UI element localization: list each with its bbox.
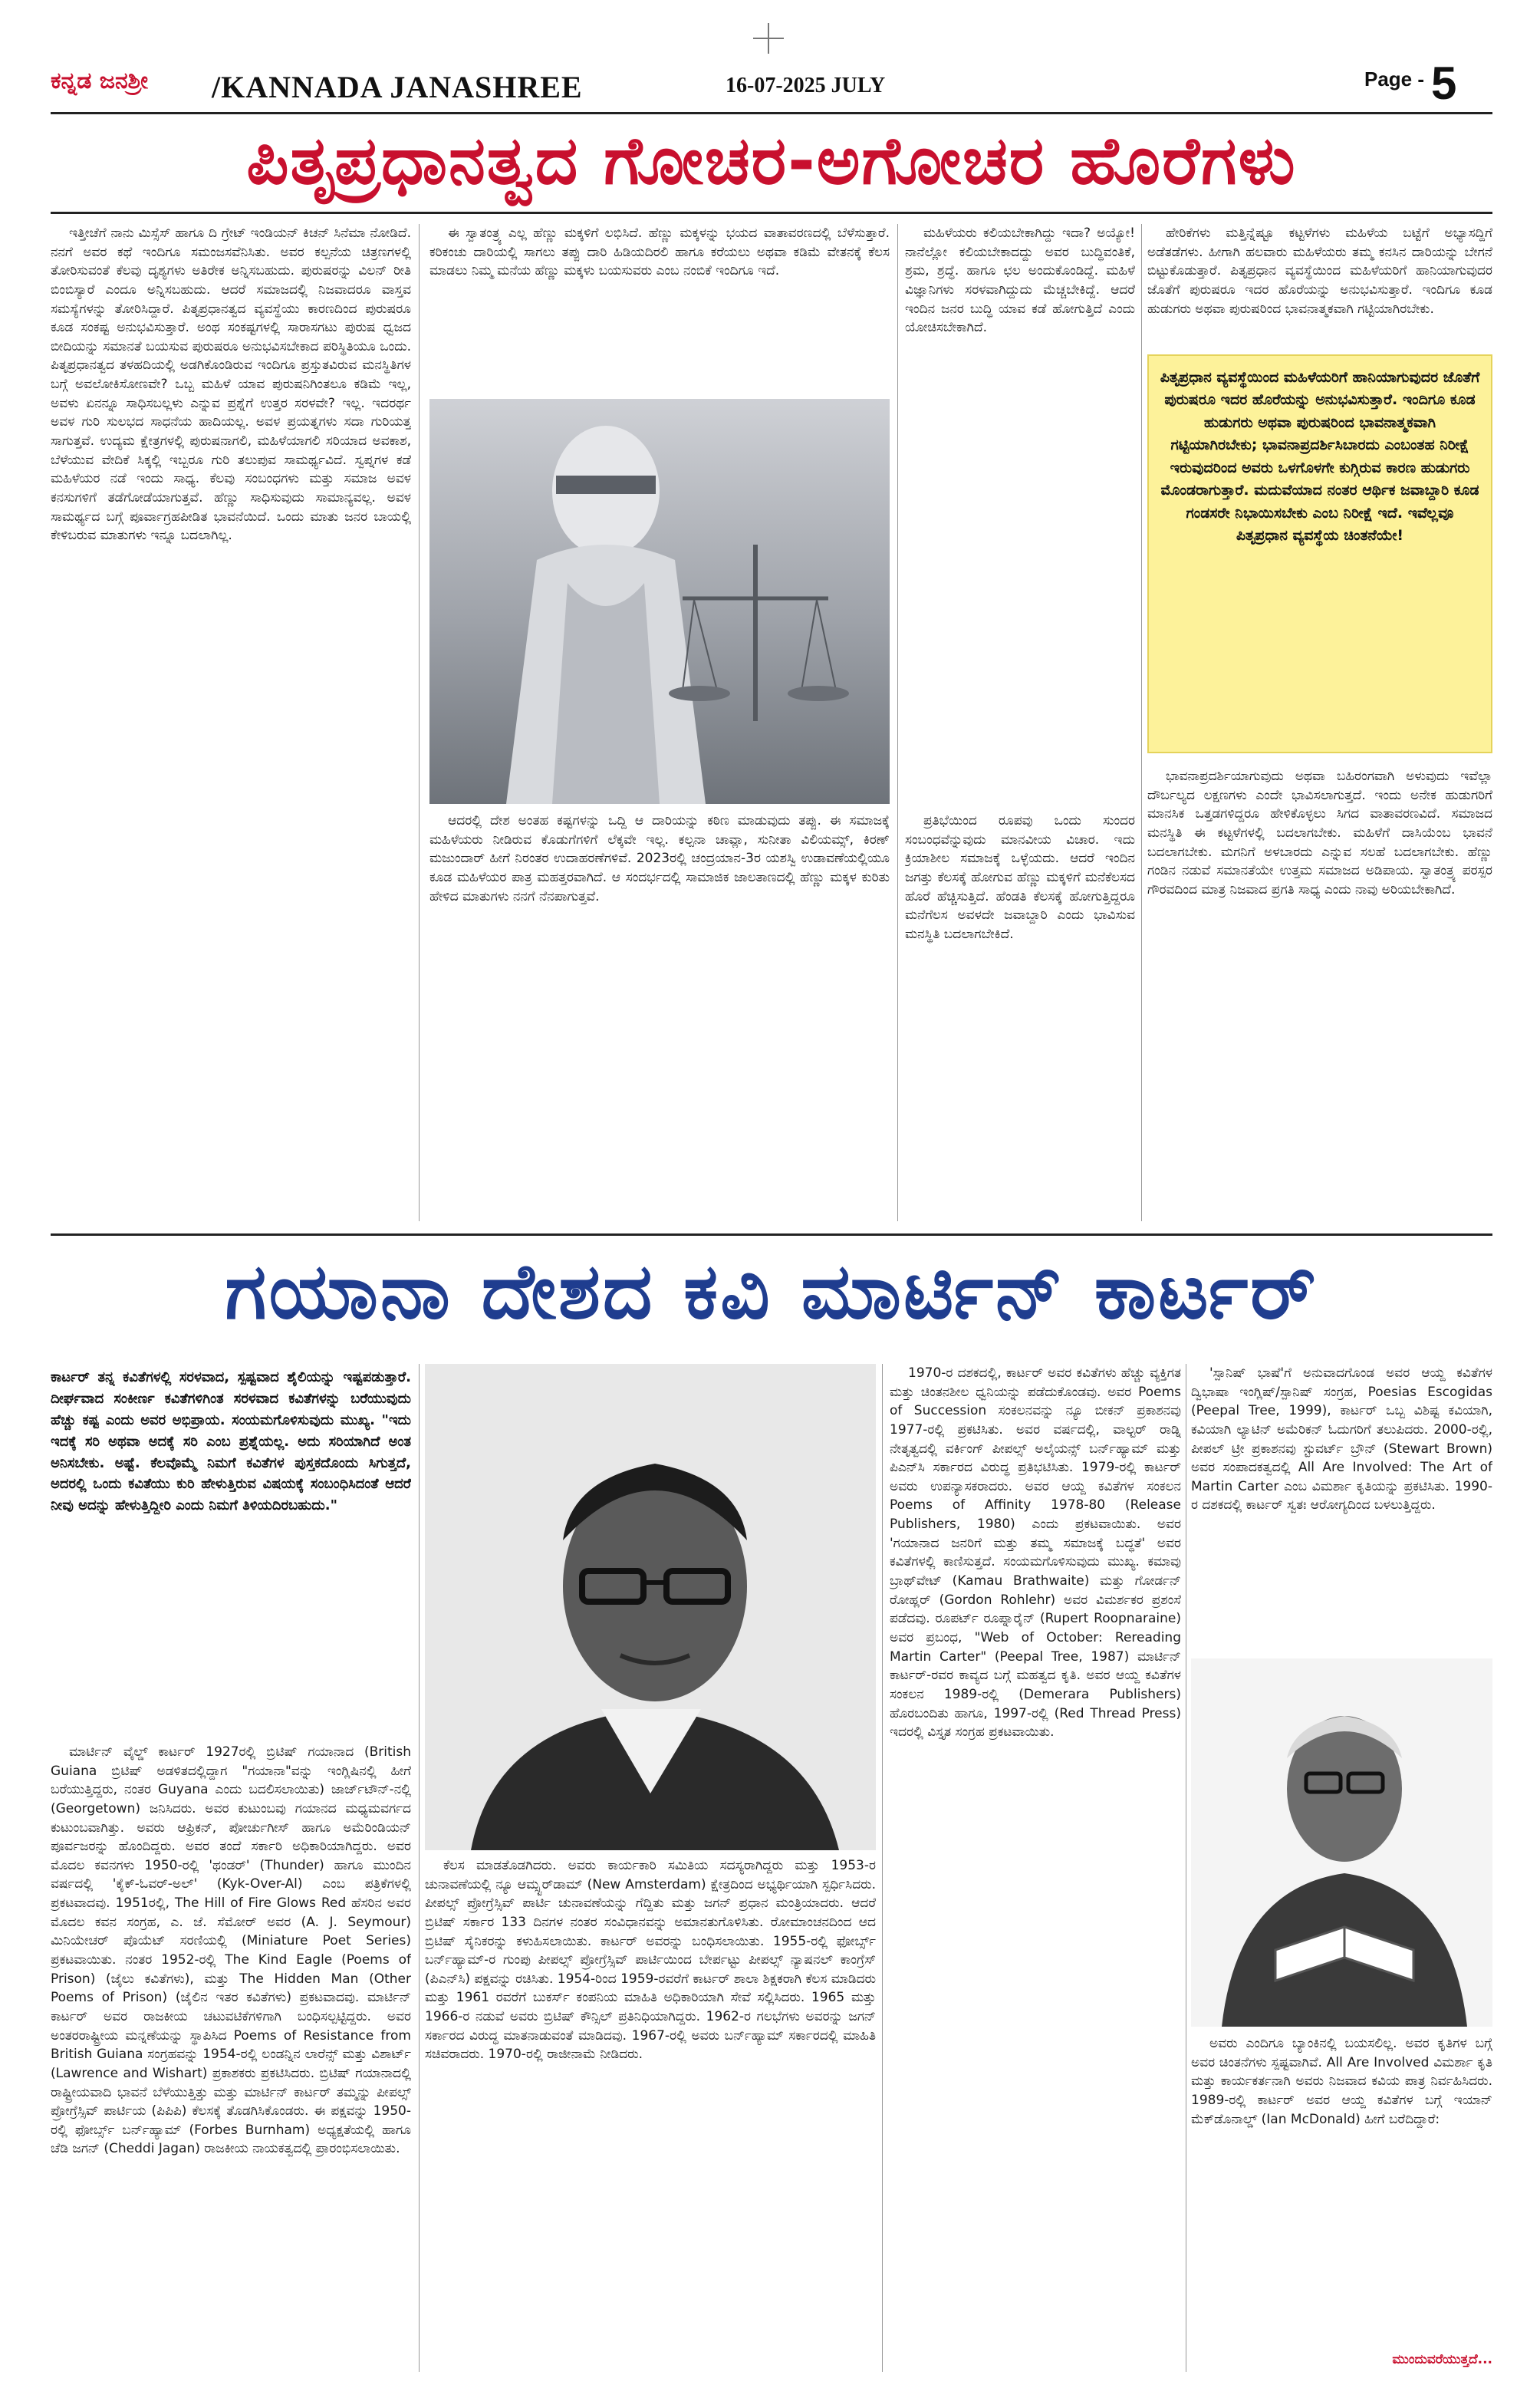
article2-col4b-text: ಅವರು ಎಂದಿಗೂ ಬ್ಯಾಂಕಿನಲ್ಲಿ ಬಯಸಲಿಲ್ಲ. ಅವರ ಕೃತಿಗಳ ಬಗ್ಗೆ ಅವರ ಚಿಂತನೆಗಳು ಸ್ಪಷ್ಟವಾಗಿವೆ. All Are Involved ವಿಮರ್ಶಾ ಕೃತಿ ಮತ್ತು ಕಾರ್ಯಕರ್ತನಾಗಿ ಅವರು ನಿಜವಾದ ಕವಿಯ ಪಾತ್ರ ನಿರ್ವಹಿಸಿದರು. 1989-ರಲ್ಲಿ ಕಾರ್ಟರ್ ಅವರ ಆಯ್ದ ಕವಿತೆಗಳ ಬಗ್ಗೆ ಇಯಾನ್ ಮೆಕ್‌ಡೊನಾಲ್ಡ್ (Ian McDonald) ಹೀಗೆ ಬರೆದಿದ್ದಾರೆ: xyxy=(1191,2036,1492,2127)
article1-column-4-bottom xyxy=(1147,767,1492,1221)
article2-column-2 xyxy=(425,1856,876,2372)
article1-col2b-text: ಆದರಲ್ಲಿ ದೇಶ ಅಂತಹ ಕಷ್ಟಗಳನ್ನು ಒದ್ದಿ ಆ ದಾರಿಯನ್ನು ಕಠಿಣ ಮಾಡುವುದು ತಪ್ಪು. ಈ ಸಮಾಜಕ್ಕೆ ಮಹಿಳೆಯರು ನೀಡಿರುವ ಕೊಡುಗೆಗಳಿಗೆ ಲೆಕ್ಕವೇ ಇಲ್ಲ. ಕಲ್ಪನಾ ಚಾವ್ಲಾ, ಸುನೀತಾ ವಿಲಿಯಮ್ಸ್‌, ಕಿರಣ್ ಮಜುಂದಾರ್ ಹೀಗೆ ನಿರಂತರ ಉದಾಹರಣೆಗಳಿವೆ. 2023ರಲ್ಲಿ ಚಂದ್ರಯಾನ-3ರ ಯಶಸ್ವಿ ಉಡಾವಣೆಯಲ್ಲಿಯೂ ಕೂಡ ಮಹಿಳೆಯರ ಪಾತ್ರ ಮಹತ್ತರವಾಗಿದೆ. ಆ ಸಂದರ್ಭದಲ್ಲಿ ಸಾಮಾಜಿಕ ಜಾಲತಾಣದಲ್ಲಿ ಹೆಣ್ಣು ಮಕ್ಕಳ ಕುರಿತು ಹೇಳಿದ ಮಾತುಗಳು ನನಗೆ ನೆನಪಾಗುತ್ತವೆ. xyxy=(429,813,890,904)
pull-quote-box: ಪಿತೃಪ್ರಧಾನ ವ್ಯವಸ್ಥೆಯಿಂದ ಮಹಿಳೆಯರಿಗೆ ಹಾನಿಯಾಗುವುದರ ಜೊತೆಗೆ ಪುರುಷರೂ ಇದರ ಹೊರೆಯನ್ನು ಅನುಭವಿಸುತ್ತಾರೆ. ಇಂದಿಗೂ ಕೂಡ ಹುಡುಗರು ಅಥವಾ ಪುರುಷರಿಂದ ಭಾವನಾತ್ಮಕವಾಗಿ ಗಟ್ಟಿಯಾಗಿರಬೇಕು; ಭಾವನಾಪ್ರದರ್ಶಿಸಿಬಾರದು ಎಂಬಂತಹ ನಿರೀಕ್ಷೆ ಇರುವುದರಿಂದ ಅವರು ಒಳಗೊಳಗೇ ಕುಗ್ಗಿರುವ ಕಾರಣ ಹುಡುಗರು ಮೊಂಡರಾಗುತ್ತಾರೆ. ಮದುವೆಯಾದ ನಂತರ ಆರ್ಥಿಕ ಜವಾಬ್ದಾರಿ ಕೂಡ ಗಂಡಸರೇ ನಿಭಾಯಿಸಬೇಕು ಎಂಬ ನಿರೀಕ್ಷೆ ಇದೆ. ಇವೆಲ್ಲವೂ ಪಿತೃಪ್ರಧಾನ ವ್ಯವಸ್ಥೆಯ ಚಿಂತನೆಯೇ! xyxy=(1147,354,1492,753)
article1-column-3-bottom xyxy=(905,812,1135,1221)
continued-footer xyxy=(1191,2350,1492,2373)
column-divider xyxy=(882,1364,883,2372)
column-divider xyxy=(897,224,898,1221)
section-rule xyxy=(51,1233,1492,1236)
header-rule xyxy=(51,112,1492,114)
article1-col3a-text: ಮಹಿಳೆಯರು ಕಲಿಯಬೇಕಾಗಿದ್ದು ಇದಾ? ಅಯ್ಯೋ! ನಾನೆಲ್ಲೋ ಕಲಿಯಬೇಕಾದದ್ದು ಅವರ ಬುದ್ಧಿವಂತಿಕೆ, ಶ್ರಮ, ಶ್ರದ್ಧೆ. ಹಾಗೂ ಛಲ ಅಂದುಕೊಂಡಿದ್ದೆ. ಮಹಿಳೆ ವಿಜ್ಞಾನಿಗಳು ಸರಳವಾಗಿದ್ದುದು ಮೆಚ್ಚಬೇಕಿದ್ದೆ. ಆದರೆ ಇಂದಿನ ಜನರ ಬುದ್ಧಿ ಯಾವ ಕಡೆ ಹೋಗುತ್ತಿದೆ ಎಂದು ಯೋಚಿಸಬೇಕಾಗಿದೆ. xyxy=(905,226,1135,336)
article2-column-1 xyxy=(51,1743,411,2372)
article1-col4a-text: ಹೇರಿಕೆಗಳು ಮತ್ತಿನ್ನೆಷ್ಟೂ ಕಟ್ಟಳೆಗಳು ಮಹಿಳೆಯ ಬಟ್ಟೆಗೆ ಅಭ್ಯಾಸದ್ದಿಗೆ ಅಡೆತಡೆಗಳು. ಹೀಗಾಗಿ ಹಲವಾರು ಮಹಿಳೆಯರು ತಮ್ಮ ಕನಸಿನ ದಾರಿಯನ್ನು ಬೇಗನೆ ಬಿಟ್ಟುಕೊಡುತ್ತಾರೆ. ಪಿತೃಪ್ರಧಾನ ವ್ಯವಸ್ಥೆಯಿಂದ ಮಹಿಳೆಯರಿಗೆ ಹಾನಿಯಾಗುವುದರ ಜೊತೆಗೆ ಪುರುಷರೂ ಇದರ ಹೊರೆಯನ್ನು ಅನುಭವಿಸುತ್ತಾರೆ. ಇಂದಿಗೂ ಕೂಡ ಹುಡುಗರು ಅಥವಾ ಪುರುಷರಿಂದ ಭಾವನಾತ್ಮಕವಾಗಿ ಗಟ್ಟಿಯಾಗಿರಬೇಕು. xyxy=(1147,226,1492,317)
article1-column-2-bottom xyxy=(429,812,890,1221)
article1-col2a-text: ಈ ಸ್ವಾತಂತ್ರ್ಯ ಎಲ್ಲ ಹೆಣ್ಣು ಮಕ್ಕಳಿಗೆ ಲಭಿಸಿದೆ. ಹೆಣ್ಣು ಮಕ್ಕಳನ್ನು ಭಯದ ವಾತಾವರಣದಲ್ಲಿ ಬೆಳೆಸುತ್ತಾರೆ. ಕರಿಕಂಚು ದಾರಿಯಲ್ಲಿ ಸಾಗಲು ತಪ್ಪು ದಾರಿ ಹಿಡಿಯದಿರಲಿ ಹಾಗೂ ಕರೆಯಲು ಅಥವಾ ಕಡಿಮೆ ವೇತನಕ್ಕೆ ಕೆಲಸ ಮಾಡಲು ನಿಮ್ಮ ಮನೆಯ ಹೆಣ್ಣು ಮಕ್ಕಳು ಬಯಸುವರು ಎಂಬ ನಂಬಿಕೆ ಇಂದಿಗೂ ಇದೆ. xyxy=(429,226,890,279)
article2-column-4-top xyxy=(1191,1364,1492,1652)
martin-carter-portrait-reading xyxy=(1191,1658,1492,2027)
article2-column-4-bottom xyxy=(1191,2034,1492,2349)
column-divider xyxy=(419,224,420,1221)
article1-column-3-top xyxy=(905,224,1135,399)
martin-carter-portrait-young xyxy=(425,1364,876,1850)
publication-name: /KANNADA JANASHREE xyxy=(212,70,583,104)
column-divider xyxy=(419,1364,420,2372)
newspaper-logo: ಕನ್ನಡ ಜನಶ್ರೀ xyxy=(51,68,149,94)
article2-col3-text: 1970-ರ ದಶಕದಲ್ಲಿ, ಕಾರ್ಟರ್ ಅವರ ಕವಿತೆಗಳು ಹೆಚ್ಚು ವ್ಯಕ್ತಿಗತ ಮತ್ತು ಚಿಂತನಶೀಲ ಧ್ವನಿಯನ್ನು ಪಡೆದುಕೊಂಡವು. ಅವರ Poems of Succession ಸಂಕಲನವನ್ನು ನ್ಯೂ ಬೀಕನ್ ಪ್ರಕಾಶನವು 1977-ರಲ್ಲಿ ಪ್ರಕಟಿಸಿತು. ಅವರ ವರ್ಷದಲ್ಲಿ, ವಾಲ್ಟರ್ ರಾಡ್ನಿ ನೇತೃತ್ವದಲ್ಲಿ ವರ್ಕಿಂಗ್ ಪೀಪಲ್ಸ್ ಅಲೈಯನ್ಸ್ ಬರ್ನ್‌ಹ್ಯಾಮ್ ಮತ್ತು ಪಿಎನ್‌ಸಿ ಸರ್ಕಾರದ ವಿರುದ್ಧ ಪ್ರತಿಭಟಿಸಿತು. 1979-ರಲ್ಲಿ ಕಾರ್ಟರ್ ಅವರು ಉಪನ್ಯಾಸಕರಾದರು. ಅವರ ಆಯ್ದ ಕವಿತೆಗಳ ಸಂಕಲನ Poems of Affinity 1978-80 (Release Publishers, 1980) ಎಂದು ಪ್ರಕಟವಾಯಿತು. ಅವರ 'ಗಯಾನಾದ ಜನರಿಗೆ ಮತ್ತು ತಮ್ಮ ಸಮಾಜಕ್ಕೆ ಬದ್ಧತೆ' ಅವರ ಕವಿತೆಗಳಲ್ಲಿ ಕಾಣಿಸುತ್ತದೆ. ಸಂಯಮಗೊಳಿಸುವುದು ಮುಖ್ಯ. ಕಮಾವು ಬ್ರಾಥ್‌ವೇಟ್ (Kamau Brathwaite) ಮತ್ತು ಗೋರ್ಡನ್ ರೋಹ್ಲರ್ (Gordon Rohlehr) ಅವರ ವಿಮರ್ಶಕರ ಪ್ರಶಂಸೆ ಪಡೆದವು. ರೂಪರ್ಟ್ ರೂಪ್ನಾರೈನ್ (Rupert Roopnaraine) ಅವರ ಪ್ರಬಂಧ, "Web of October: Rereading Martin Carter" (Peepal Tree, 1987) ಮಾರ್ಟಿನ್ ಕಾರ್ಟರ್-ರವರ ಕಾವ್ಯದ ಬಗ್ಗೆ ಮಹತ್ವದ ಕೃತಿ. ಅವರ ಆಯ್ದ ಕವಿತೆಗಳ ಸಂಕಲನ 1989-ರಲ್ಲಿ (Demerara Publishers) ಹೊರಬಂದಿತು ಹಾಗೂ, 1997-ರಲ್ಲಿ (Red Thread Press) ಇದರಲ್ಲಿ ವಿಸ್ತೃತ ಸಂಗ್ರಹ ಪ್ರಕಟವಾಯಿತು. xyxy=(890,1365,1181,1741)
article2-col2-text: ಕೆಲಸ ಮಾಡತೊಡಗಿದರು. ಅವರು ಕಾರ್ಯಕಾರಿ ಸಮಿತಿಯ ಸದಸ್ಯರಾಗಿದ್ದರು ಮತ್ತು 1953-ರ ಚುನಾವಣೆಯಲ್ಲಿ ನ್ಯೂ ಆಮ್ಸ್ಟರ್‌ಡಾಮ್ (New Amsterdam) ಕ್ಷೇತ್ರದಿಂದ ಅಭ್ಯರ್ಥಿಯಾಗಿ ಸ್ಪರ್ಧಿಸಿದರು. ಪೀಪಲ್ಸ್ ಪ್ರೋಗ್ರೆಸ್ಸಿವ್ ಪಾರ್ಟಿ ಚುನಾವಣೆಯನ್ನು ಗೆದ್ದಿತು ಮತ್ತು ಜಗನ್ ಪ್ರಧಾನ ಮಂತ್ರಿಯಾದರು. ಆದರೆ ಬ್ರಿಟಿಷ್ ಸರ್ಕಾರ 133 ದಿನಗಳ ನಂತರ ಸಂವಿಧಾನವನ್ನು ಅಮಾನತುಗೊಳಿಸಿತು. ರೋಮಾಂಚನದಿಂದ ಆದ ಬ್ರಿಟಿಷ್ ಸೈನಿಕರನ್ನು ಕಳುಹಿಸಲಾಯಿತು. ಕಾರ್ಟರ್ ಅವರನ್ನು ಬಂಧಿಸಲಾಯಿತು. 1955-ರಲ್ಲಿ ಫೋರ್ಬ್ಸ್ ಬರ್ನ್‌ಹ್ಯಾಮ್-ರ ಗುಂಪು ಪೀಪಲ್ಸ್ ಪ್ರೋಗ್ರೆಸ್ಸಿವ್ ಪಾರ್ಟಿಯಿಂದ ಬೇರ್ಪಟ್ಟು ಪೀಪಲ್ಸ್ ನ್ಯಾಷನಲ್ ಕಾಂಗ್ರೆಸ್ (ಪಿಎನ್‌ಸಿ) ಪಕ್ಷವನ್ನು ರಚಿಸಿತು. 1954-ರಿಂದ 1959-ರವರೆಗೆ ಕಾರ್ಟರ್ ಶಾಲಾ ಶಿಕ್ಷಕರಾಗಿ ಕೆಲಸ ಮಾಡಿದರು ಮತ್ತು 1961 ರವರೆಗೆ ಬುಕರ್ಸ್ ಕಂಪನಿಯ ಮಾಹಿತಿ ಅಧಿಕಾರಿಯಾಗಿ ಸೇವೆ ಸಲ್ಲಿಸಿದರು. 1965 ಮತ್ತು 1966-ರ ನಡುವೆ ಅವರು ಬ್ರಿಟಿಷ್ ಕೌನ್ಸಿಲ್ ಪ್ರತಿನಿಧಿಯಾಗಿದ್ದರು. 1962-ರ ಗಲಭೆಗಳು ಅವರನ್ನು ಜಗನ್ ಸರ್ಕಾರದ ವಿರುದ್ಧ ಮಾತನಾಡುವಂತೆ ಮಾಡಿದವು. 1967-ರಲ್ಲಿ ಅವರು ಬರ್ನ್‌ಹ್ಯಾಮ್ ಸರ್ಕಾರದಲ್ಲಿ ಮಾಹಿತಿ ಸಚಿವರಾದರು. 1970-ರಲ್ಲಿ ರಾಜೀನಾಮೆ ನೀಡಿದರು. xyxy=(425,1858,876,2063)
article1-headline: ಪಿತೃಪ್ರಧಾನತ್ವದ ಗೋಚರ-ಅಗೋಚರ ಹೊರೆಗಳು xyxy=(246,123,1297,199)
article2-column-3 xyxy=(890,1364,1181,2372)
page-number: 5 xyxy=(1431,58,1457,109)
column-divider xyxy=(1141,224,1142,1221)
article2-intro: ಕಾರ್ಟರ್ ತನ್ನ ಕವಿತೆಗಳಲ್ಲಿ ಸರಳವಾದ, ಸ್ಪಷ್ಟವಾದ ಶೈಲಿಯನ್ನು ಇಷ್ಟಪಡುತ್ತಾರೆ. ದೀರ್ಘವಾದ ಸಂಕೀರ್ಣ ಕವಿತೆಗಳಿಗಿಂತ ಸರಳವಾದ ಕವಿತೆಗಳನ್ನು ಬರೆಯುವುದು ಹೆಚ್ಚು ಕಷ್ಟ ಎಂದು ಅವರ ಅಭಿಪ್ರಾಯ. ಸಂಯಮಗೊಳಿಸುವುದು ಮುಖ್ಯ. "ಇದು ಇದಕ್ಕೆ ಸರಿ ಅಥವಾ ಅದಕ್ಕೆ ಸರಿ ಎಂಬ ಪ್ರಶ್ನೆಯಲ್ಲ. ಅದು ಸರಿಯಾಗಿದೆ ಅಂತ ಅನಿಸಬೇಕು. ಅಷ್ಟೆ. ಕೆಲವೊಮ್ಮೆ ನಿಮಗೆ ಕವಿತೆಗಳ ಪುಸ್ತಕದೊಂದು ಸಿಗುತ್ತದೆ, ಅದರಲ್ಲಿ ಒಂದು ಕವಿತೆಯು ಕುರಿ ಹೇಳುತ್ತಿರುವ ವಿಷಯಕ್ಕೆ ಸಂಬಂಧಿಸಿದಂತೆ ಆದರೆ ನೀವು ಅದನ್ನು ಹೇಳುತ್ತಿದ್ದೀರಿ ಎಂದು ನಿಮಗೆ ತಿಳಿಯದಿರಬಹುದು." xyxy=(51,1369,411,1514)
article1-column-4-top xyxy=(1147,224,1492,347)
article2-col1-text: ಮಾರ್ಟಿನ್ ವೈಲ್ಡ್ ಕಾರ್ಟರ್ 1927ರಲ್ಲಿ ಬ್ರಿಟಿಷ್ ಗಯಾನಾದ (British Guiana ಬ್ರಿಟಿಷ್ ಅಡಳಿತದಲ್ಲಿದ್ದಾಗ "ಗಯಾನಾ"ವನ್ನು ಇಂಗ್ಲಿಷಿನಲ್ಲಿ ಹೀಗೆ ಬರೆಯುತ್ತಿದ್ದರು, ನಂತರ Guyana ಎಂದು ಬದಲಿಸಲಾಯಿತು) ಜಾರ್ಜ್‌ಟೌನ್-ನಲ್ಲಿ (Georgetown) ಜನಿಸಿದರು. ಅವರ ಕುಟುಂಬವು ಗಯಾನದ ಮಧ್ಯಮವರ್ಗದ ಕುಟುಂಬವಾಗಿತ್ತು. ಅವರು ಆಫ್ರಿಕನ್, ಪೋರ್ಚುಗೀಸ್ ಹಾಗೂ ಅಮೆರಿಂಡಿಯನ್ ಪೂರ್ವಜರನ್ನು ಹೊಂದಿದ್ದರು. ಅವರ ತಂದೆ ಸರ್ಕಾರಿ ಅಧಿಕಾರಿಯಾಗಿದ್ದರು. ಅವರ ಮೊದಲ ಕವನಗಳು 1950-ರಲ್ಲಿ 'ಥಂಡರ್' (Thunder) ಹಾಗೂ ಮುಂದಿನ ವರ್ಷದಲ್ಲಿ 'ಕೈಕ್-ಓವರ್-ಅಲ್' (Kyk-Over-Al) ಎಂಬ ಪತ್ರಿಕೆಗಳಲ್ಲಿ ಪ್ರಕಟವಾದವು. 1951ರಲ್ಲಿ, The Hill of Fire Glows Red ಹೆಸರಿನ ಅವರ ಮೊದಲ ಕವನ ಸಂಗ್ರಹ, ಎ. ಜೆ. ಸೆಮೋರ್ ಅವರ (A. J. Seymour) ಮಿನಿಯೇಚರ್ ಪೊಯೆಟ್ ಸರಣಿಯಲ್ಲಿ (Miniature Poet Series) ಪ್ರಕಟವಾಯಿತು. ನಂತರ 1952-ರಲ್ಲಿ The Kind Eagle (Poems of Prison) (ಜೈಲು ಕವಿತೆಗಳು), ಮತ್ತು The Hidden Man (Other Poems of Prison) (ಜೈಲಿನ ಇತರ ಕವಿತೆಗಳು) ಪ್ರಕಟವಾದವು. ಮಾರ್ಟಿನ್ ಕಾರ್ಟರ್ ಅವರ ರಾಜಕೀಯ ಚಟುವಟಿಕೆಗಳಿಗಾಗಿ ಬಂಧಿಸಲ್ಪಟ್ಟಿದ್ದರು. ಅವರ ಅಂತರರಾಷ್ಟ್ರೀಯ ಮನ್ನಣೆಯನ್ನು ಸ್ಥಾಪಿಸಿದ Poems of Resistance from British Guiana ಸಂಗ್ರಹವನ್ನು 1954-ರಲ್ಲಿ ಲಂಡನ್ನಿನ ಲಾರೆನ್ಸ್ ಮತ್ತು ವಿಶಾರ್ಟ್ (Lawrence and Wishart) ಪ್ರಕಾಶಕರು ಪ್ರಕಟಿಸಿದರು. ಬ್ರಿಟಿಷ್ ಗಯಾನಾದಲ್ಲಿ ರಾಷ್ಟ್ರೀಯವಾದಿ ಭಾವನೆ ಬೆಳೆಯುತ್ತಿತ್ತು ಮತ್ತು ಮಾರ್ಟಿನ್ ಕಾರ್ಟರ್ ತಮ್ಮನ್ನು ಪೀಪಲ್ಸ್ ಪ್ರೋಗ್ರೆಸ್ಸಿವ್ ಪಾರ್ಟಿಯ (ಪಿಪಿಪಿ) ಕೆಲಸಕ್ಕೆ ತೊಡಗಿಸಿಕೊಂಡರು. ಈ ಪಕ್ಷವನ್ನು 1950-ರಲ್ಲಿ ಫೋರ್ಬ್ಸ್ ಬರ್ನ್‌ಹ್ಯಾಮ್ (Forbes Burnham) ಅಧ್ಯಕ್ಷತೆಯಲ್ಲಿ ಹಾಗೂ ಚೆಡಿ ಜಗನ್ (Cheddi Jagan) ರಾಜಕೀಯ ನಾಯಕತ್ವದಲ್ಲಿ ಪ್ರಾರಂಭಿಸಲಾಯಿತು. xyxy=(51,1744,411,2157)
lady-justice-image xyxy=(429,399,890,804)
article1-col4b-text: ಭಾವನಾಪ್ರದರ್ಶಿಯಾಗುವುದು ಅಥವಾ ಬಹಿರಂಗವಾಗಿ ಅಳುವುದು ಇವೆಲ್ಲಾ ದೌರ್ಬಲ್ಯದ ಲಕ್ಷಣಗಳು ಎಂದೇ ಭಾವಿಸಲಾಗುತ್ತದೆ. ಇಂದು ಅನೇಕ ಹುಡುಗರಿಗೆ ಮಾನಸಿಕ ಒತ್ತಡಗಳಿದ್ದರೂ ಹೇಳಿಕೊಳ್ಳಲು ಸಿಗದ ವಾತಾವರಣವಿದೆ. ಸಮಾಜದ ಮನಸ್ಥಿತಿ ಈ ಕಟ್ಟಳೆಗಳಲ್ಲಿ ಬದಲಾಗಬೇಕು. ಮಹಿಳೆಗೆ ದಾಸಿಯೆಂಬ ಭಾವನೆ ಬದಲಾಗಬೇಕು. ಮಗನಿಗೆ ಅಳಬಾರದು ಎನ್ನುವ ಸಲಹೆ ಬದಲಾಗಬೇಕು. ಹೆಣ್ಣು ಗಂಡಿನ ನಡುವೆ ಸಮಾನತೆಯೇ ಉತ್ತಮ ಸಮಾಜದ ಅಡಿಪಾಯ. ಸ್ವಾತಂತ್ರ್ಯ ಪರಸ್ಪರ ಗೌರವದಿಂದ ಮಾತ್ರ ನಿಜವಾದ ಪ್ರಗತಿ ಸಾಧ್ಯ ಎಂದು ನಾವು ಅರಿಯಬೇಕಾಗಿದೆ. xyxy=(1147,769,1492,897)
article1-column-1 xyxy=(51,224,411,1221)
article1-col3b-text: ಪ್ರತಿಭೆಯಿಂದ ರೂಪವು ಒಂದು ಸುಂದರ ಸಂಬಂಧವೆನ್ನುವುದು ಮಾನವೀಯ ವಿಚಾರ. ಇದು ಕ್ರಿಯಾಶೀಲ ಸಮಾಜಕ್ಕೆ ಒಳ್ಳೆಯದು. ಆದರೆ ಇಂದಿನ ಜಗತ್ತು ಕೆಲಸಕ್ಕೆ ಹೋಗುವ ಹೆಣ್ಣು ಮಕ್ಕಳಿಗೆ ಮನೆಕೆಲಸದ ಹೊರೆ ಹೆಚ್ಚಿಸುತ್ತಿದೆ. ಹೆಂಡತಿ ಕೆಲಸಕ್ಕೆ ಹೋಗುತ್ತಿದ್ದರೂ ಮನೆಗೆಲಸ ಅವಳದೇ ಜವಾಬ್ದಾರಿ ಎಂದು ಭಾವಿಸುವ ಮನಸ್ಥಿತಿ ಬದಲಾಗಬೇಕಿದೆ. xyxy=(905,813,1135,942)
page-label: Page - xyxy=(1364,68,1425,91)
article2-col4a-text: 'ಸ್ಪಾನಿಷ್ ಭಾಷೆ'ಗೆ ಅನುವಾದಗೊಂಡ ಅವರ ಆಯ್ದ ಕವಿತೆಗಳ ದ್ವಿಭಾಷಾ ಇಂಗ್ಲಿಷ್/ಸ್ಪಾನಿಷ್ ಸಂಗ್ರಹ, Poesias Escogidas (Peepal Tree, 1999), ಕಾರ್ಟರ್ ಒಬ್ಬ ವಿಶಿಷ್ಟ ಕವಿಯಾಗಿ, ಕವಿಯಾಗಿ ಲ್ಯಾಟಿನ್ ಅಮೆರಿಕನ್ ಓದುಗರಿಗೆ ತಲುಪಿದರು. 2000-ರಲ್ಲಿ, ಪೀಪಲ್ ಟ್ರೀ ಪ್ರಕಾಶನವು ಸ್ಟುವರ್ಟ್ ಬ್ರೌನ್ (Stewart Brown) ಅವರ ಸಂಪಾದಕತ್ವದಲ್ಲಿ All Are Involved: The Art of Martin Carter ಎಂಬ ವಿಮರ್ಶಾ ಕೃತಿಯನ್ನು ಪ್ರಕಟಿಸಿತು. 1990-ರ ದಶಕದಲ್ಲಿ ಕಾರ್ಟರ್ ಸ್ವತಃ ಆರೋಗ್ಯದಿಂದ ಬಳಲುತ್ತಿದ್ದರು. xyxy=(1191,1365,1492,1513)
masthead xyxy=(51,58,1492,109)
article1-col1-text: ಇತ್ತೀಚೆಗೆ ನಾನು ಮಿಸ್ಸೆಸ್ ಹಾಗೂ ದಿ ಗ್ರೇಟ್ ಇಂಡಿಯನ್ ಕಿಚನ್ ಸಿನೆಮಾ ನೋಡಿದೆ. ನನಗೆ ಅವರ ಕಥೆ ಇಂದಿಗೂ ಸಮಂಜಸವೆನಿಸಿತು. ಅವರ ಕಲ್ಪನೆಯ ಚಿತ್ರಣಗಳಲ್ಲಿ ತೋರಿಸುವಂತೆ ಕೆಲವು ದೃಶ್ಯಗಳು ಅತಿರೇಕ ಅನ್ನಿಸಬಹುದು. ಪುರುಷರನ್ನು ವಿಲನ್ ರೀತಿ ಬಿಂಬಿಸ್ಯಾರೆ ಎಂದೂ ಅನ್ನಿಸಬಹುದು. ಆದರೆ ಸಮಾಜದಲ್ಲಿ ನಿಜವಾದರೂ ವಾಸ್ತವ ಸಮಸ್ಯೆಗಳನ್ನು ತೋರಿಸಿದ್ದಾರೆ. ಪಿತೃಪ್ರಧಾನತ್ವದ ವ್ಯವಸ್ಥೆಯು ಕಾರಣದಿಂದ ಪುರುಷರೂ ಕೂಡ ಸಂಕಷ್ಟ ಅನುಭವಿಸುತ್ತಾರೆ. ಅಂಥ ಸಂಕಷ್ಟಗಳಲ್ಲಿ ಸಾರಾಸಗಟು ಪುರುಷ ಧ್ವಜದ ಬೀದಿಯನ್ನು ಸಮಾನತೆ ಬಯಸುವ ಪುರುಷರೂ ಅನುಭವಿಸಬೇಕಾದ ಪರಿಸ್ಥಿತಿಯೂ ಒಂದು. ಪಿತೃಪ್ರಧಾನತ್ವದ ತಳಹದಿಯಲ್ಲಿ ಅಡಗಿಕೊಂಡಿರುವ ಇಂದಿಗೂ ಪ್ರಸ್ತುತವಿರುವ ಮನಸ್ಥಿತಿಗಳ ಬಗ್ಗೆ ಅವಲೋಕಿಸೋಣವೇ? ಒಬ್ಬ ಮಹಿಳೆ ಯಾವ ಪುರುಷನಿಗಿಂತಲೂ ಕಡಿಮೆ ಇಲ್ಲ, ಅವಳು ಏನನ್ನೂ ಸಾಧಿಸಬಲ್ಲಳು ಎನ್ನುವ ಪ್ರಶ್ನೆಗೆ ಉತ್ತರ ಸರಳವೇ? ಇಲ್ಲ. ಇದರರ್ಥ ಅವಳ ಗುರಿ ಸುಲಭದ ಸಾಧನೆಯ ಹಾದಿಯಲ್ಲ. ಅವಳ ಪ್ರಯತ್ನಗಳು ಸದಾ ಗುರಿಯತ್ತ ಸಾಗುತ್ತವೆ. ಉದ್ಯಮ ಕ್ಷೇತ್ರಗಳಲ್ಲಿ ಪುರುಷನಾಗಲಿ, ಮಹಿಳೆಯಾಗಲಿ ಸರಿಯಾದ ಅವಕಾಶ, ಬೆಳೆಯುವ ವೇದಿಕೆ ಸಿಕ್ಕಲ್ಲಿ ಇಬ್ಬರೂ ಗುರಿ ತಲುಪುವ ಸಾಮರ್ಥ್ಯವಿದೆ. ಸ್ವಪ್ನಗಳ ಕಡೆ ಮಹಿಳೆಯರ ನಡೆ ಇಂದು ಸಾಧ್ಯ. ಕೆಲವು ಸಂಬಂಧಗಳು ಮತ್ತು ಸಮಾಜ ಅವಳ ಕನಸುಗಳಿಗೆ ತಡೆಗೋಡೆಯಾಗುತ್ತವೆ. ಹೆಣ್ಣು ಸಾಧಿಸುವುದು ಸಾಮಾನ್ಯವಲ್ಲ. ಅವಳ ಸಾಮರ್ಥ್ಯದ ಬಗ್ಗೆ ಪೂರ್ವಾಗ್ರಹಪೀಡಿತ ಭಾವನೆಯಿದೆ. ಒಂದು ಮಾತು ಜನರ ಬಾಯಲ್ಲಿ ಕೇಳಿಬರುವ ಮಾತುಗಳು ಇನ್ನೂ ಬದಲಾಗಿಲ್ಲ. xyxy=(51,226,411,544)
headline-rule xyxy=(51,212,1492,214)
issue-date: 16-07-2025 JULY xyxy=(726,74,886,97)
article2-headline: ಗಯಾನಾ ದೇಶದ ಕವಿ ಮಾರ್ಟಿನ್ ಕಾರ್ಟರ್ xyxy=(225,1247,1318,1336)
crop-mark xyxy=(753,23,784,54)
continued-label: ಮುಂದುವರೆಯುತ್ತದೆ... xyxy=(1392,2352,1492,2367)
article1-column-2-top xyxy=(429,224,890,393)
